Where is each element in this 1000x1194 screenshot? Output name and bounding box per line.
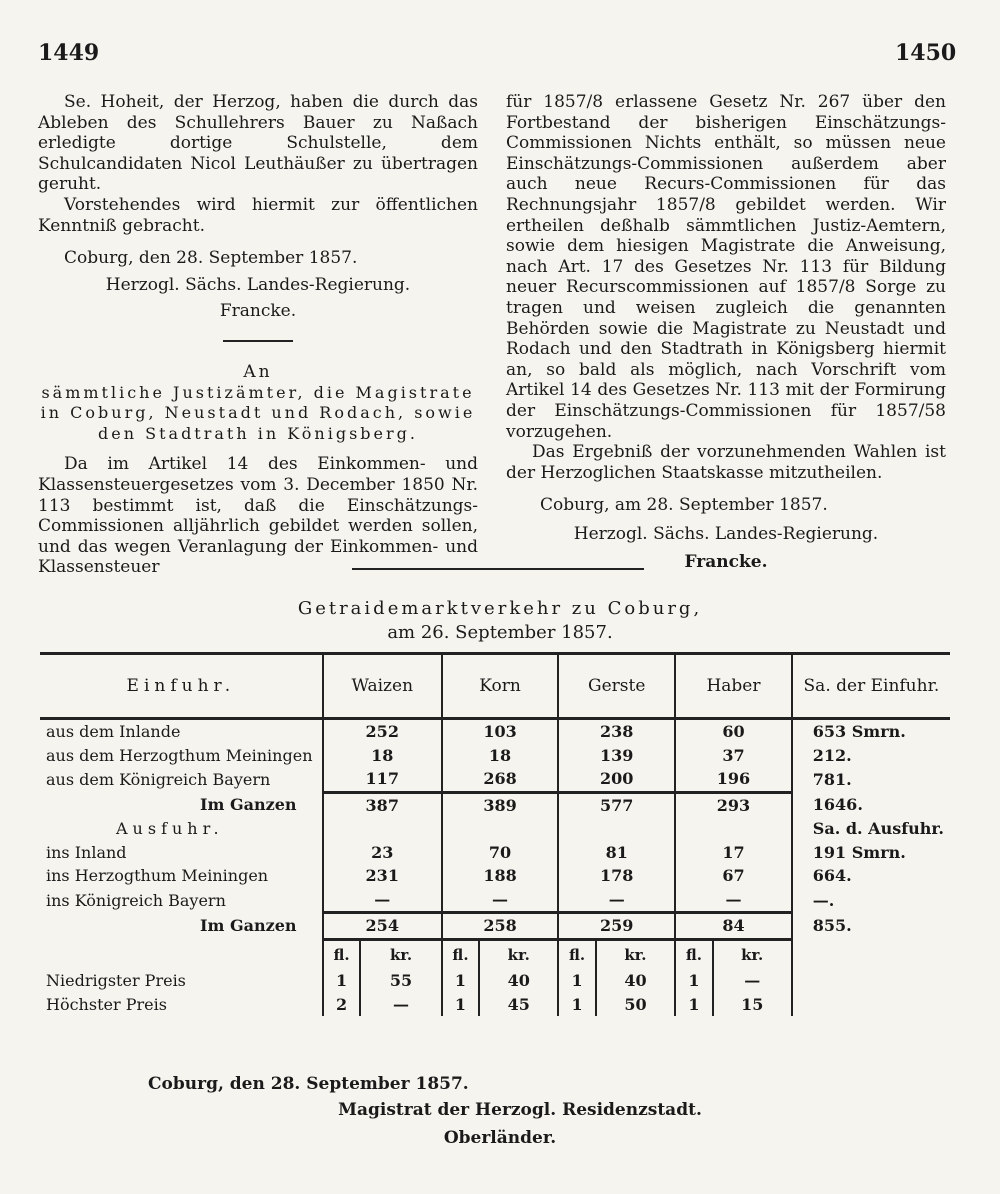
row-label: aus dem Königreich Bayern (46, 770, 271, 789)
cell-haber-kr: — (713, 969, 792, 993)
price-row-highest (40, 993, 950, 1017)
cell-korn-fl: 1 (442, 969, 479, 993)
row-label: aus dem Herzogthum Meiningen (46, 745, 313, 765)
cell-waizen: 254 (323, 913, 442, 940)
left-column (38, 92, 478, 578)
table-row (40, 767, 950, 792)
table-row (40, 744, 950, 768)
cell-gerste-kr: 50 (596, 993, 675, 1017)
cell-waizen: 23 (323, 841, 442, 865)
export-total-row (40, 913, 950, 940)
cell-waizen: 117 (323, 767, 442, 792)
table-row (40, 841, 950, 865)
cell-waizen: — (323, 888, 442, 913)
unit-fl: fl. (675, 939, 713, 969)
cell-sum: 1646. (812, 795, 863, 814)
cell-gerste: 178 (558, 864, 675, 888)
cell-haber: 17 (675, 841, 792, 865)
cell-haber: — (675, 888, 792, 913)
market-subtitle: am 26. September 1857. (387, 622, 613, 643)
cell-sum: 855. (812, 916, 852, 936)
header-waizen: Waizen (323, 654, 442, 719)
grain-market-table (40, 652, 950, 1016)
address-line: in Coburg, Neustadt und Rodach, sowie (40, 403, 476, 423)
row-label: ins Inland (46, 842, 127, 862)
cell-waizen: 252 (323, 719, 442, 744)
tax-commission-text: Da im Artikel 14 des Einkommen- und Klassensteuergesetzes vom 3. December 1850 Nr. 113 bestimmt ist, daß die Einschätzungs-Commissionen alljährlich gebildet werden sollen, und das wegen Veranlagung der Einkommen- und Klassensteuer (38, 454, 478, 578)
header-korn: Korn (442, 654, 559, 719)
row-label: aus dem Inlande (46, 722, 181, 742)
cell-korn: 103 (442, 719, 559, 744)
unit-fl: fl. (558, 939, 596, 969)
publication-notice: Vorstehendes wird hiermit zur öffentlichen Kenntniß gebracht. (38, 194, 478, 236)
cell-gerste: 139 (558, 744, 675, 768)
notice-signature: Francke. (684, 552, 768, 573)
header-haber: Haber (675, 654, 792, 719)
row-label: Im Ganzen (200, 795, 297, 814)
market-date: Coburg, den 28. September 1857. (148, 1074, 469, 1094)
unit-kr: kr. (596, 939, 675, 969)
cell-waizen: 231 (323, 864, 442, 888)
cell-gerste-fl: 1 (558, 993, 596, 1017)
appointment-notice: Se. Hoheit, der Herzog, haben die durch das Ableben des Schullehrers Bauer zu Naßach erledigte dortige Schulstelle, dem Schulcandidaten Nicol Leuthäußer zu übertragen geruht. (38, 92, 478, 195)
cell-haber: 84 (675, 913, 792, 940)
notice-date: Coburg, am 28. September 1857. (540, 495, 828, 516)
address-line: sämmtliche Justizämter, die Magistrate (41, 382, 475, 402)
notice-authority: Herzogl. Sächs. Landes-Regierung. (573, 523, 879, 544)
cell-korn: — (442, 888, 559, 913)
page-number-left: 1449 (38, 40, 100, 66)
cell-gerste: — (558, 888, 675, 913)
ausfuhr-heading-row (40, 817, 950, 841)
unit-fl: fl. (442, 939, 479, 969)
row-label: ins Herzogthum Meiningen (46, 866, 269, 886)
price-row-lowest (40, 969, 950, 993)
cell-waizen-kr: 55 (360, 969, 441, 993)
unit-kr: kr. (479, 939, 558, 969)
market-authority: Magistrat der Herzogl. Residenzstadt. (338, 1100, 702, 1120)
table-row (40, 719, 950, 744)
market-signature: Oberländer. (443, 1128, 557, 1148)
cell-korn: 188 (442, 864, 559, 888)
import-total-row (40, 792, 950, 817)
ausfuhr-label: Ausfuhr. (116, 819, 224, 839)
cell-korn-kr: 40 (479, 969, 558, 993)
cell-korn: 18 (442, 744, 559, 768)
cell-korn: 70 (442, 841, 559, 865)
cell-korn-fl: 1 (442, 993, 479, 1017)
cell-gerste: 200 (558, 767, 675, 792)
cell-gerste: 259 (558, 913, 675, 940)
cell-waizen-kr: — (360, 993, 441, 1017)
market-title: Getraidemarktverkehr zu Coburg, (297, 598, 703, 619)
cell-haber: 196 (675, 767, 792, 792)
table-row (40, 864, 950, 888)
unit-kr: kr. (713, 939, 792, 969)
cell-haber: 60 (675, 719, 792, 744)
table-header-row (40, 654, 950, 719)
notice-signature: Francke. (219, 301, 297, 322)
unit-fl: fl. (323, 939, 361, 969)
cell-haber: 37 (675, 744, 792, 768)
election-result-notice: Das Ergebniß der vorzunehmenden Wahlen ist der Herzoglichen Staatskasse mitzutheilen. (506, 442, 946, 483)
cell-haber-fl: 1 (675, 993, 713, 1017)
address-line: den Stadtrath in Königsberg. (98, 423, 418, 443)
cell-gerste: 577 (558, 792, 675, 817)
cell-haber-kr: 15 (713, 993, 792, 1017)
cell-sum: 781. (812, 770, 852, 789)
row-label: Im Ganzen (200, 916, 297, 936)
tax-commission-continued: für 1857/8 erlassene Gesetz Nr. 267 über den Fortbestand der bisherigen Einschätzungs-Commissionen Nichts enthält, so müssen neue Einschätzungs-Commissionen außerdem aber auch neue Recurs-Commissionen für das Rechnungsjahr 1857/8 gebildet werden. Wir ertheilen deßhalb sämmtlichen Justiz-Aemtern, sowie dem hiesigen Magistrate die Anweisung, nach Art. 17 des Gesetzes Nr. 113 für Bildung neuer Recurscommissionen auf 1857/8 Sorge zu tragen und weisen zugleich die genannten Behörden sowie die Magistrate zu Neustadt und Rodach und den Stadtrath in Königsberg hiermit an, so bald als möglich, nach Vorschrift vom Artikel 14 des Gesetzes Nr. 113 mit der Formirung der Einschätzungs-Commissionen für 1857/58 vorzugehen. (506, 92, 946, 442)
cell-gerste: 238 (558, 719, 675, 744)
cell-waizen: 18 (323, 744, 442, 768)
right-column (506, 92, 946, 573)
cell-haber: 293 (675, 792, 792, 817)
cell-sum: 191 Smrn. (812, 842, 906, 862)
header-sa-einfuhr: Sa. der Einfuhr. (792, 654, 950, 719)
cell-waizen-fl: 1 (323, 969, 361, 993)
cell-gerste: 81 (558, 841, 675, 865)
cell-haber-fl: 1 (675, 969, 713, 993)
page-number-right: 1450 (895, 40, 957, 66)
section-divider (223, 340, 293, 342)
row-label: ins Königreich Bayern (46, 890, 226, 910)
cell-korn: 268 (442, 767, 559, 792)
cell-waizen: 387 (323, 792, 442, 817)
cell-gerste-fl: 1 (558, 969, 596, 993)
cell-sum: —. (812, 890, 835, 910)
cell-korn: 258 (442, 913, 559, 940)
header-gerste: Gerste (558, 654, 675, 719)
row-label: Höchster Preis (46, 994, 167, 1014)
cell-sum: 653 Smrn. (812, 722, 906, 742)
unit-kr: kr. (360, 939, 441, 969)
row-label: Niedrigster Preis (46, 971, 186, 991)
address-an: An (243, 361, 273, 382)
market-divider (352, 568, 644, 570)
cell-waizen-fl: 2 (323, 993, 361, 1017)
sa-ausfuhr-label: Sa. d. Ausfuhr. (812, 819, 944, 839)
unit-row (40, 939, 950, 969)
cell-gerste-kr: 40 (596, 969, 675, 993)
cell-sum: 212. (812, 745, 852, 765)
notice-date: Coburg, den 28. September 1857. (64, 248, 358, 269)
notice-authority: Herzogl. Sächs. Landes-Regierung. (105, 274, 411, 295)
table-row (40, 888, 950, 913)
header-einfuhr: Einfuhr. (40, 654, 323, 719)
cell-haber: 67 (675, 864, 792, 888)
cell-korn-kr: 45 (479, 993, 558, 1017)
cell-korn: 389 (442, 792, 559, 817)
cell-sum: 664. (812, 866, 852, 886)
